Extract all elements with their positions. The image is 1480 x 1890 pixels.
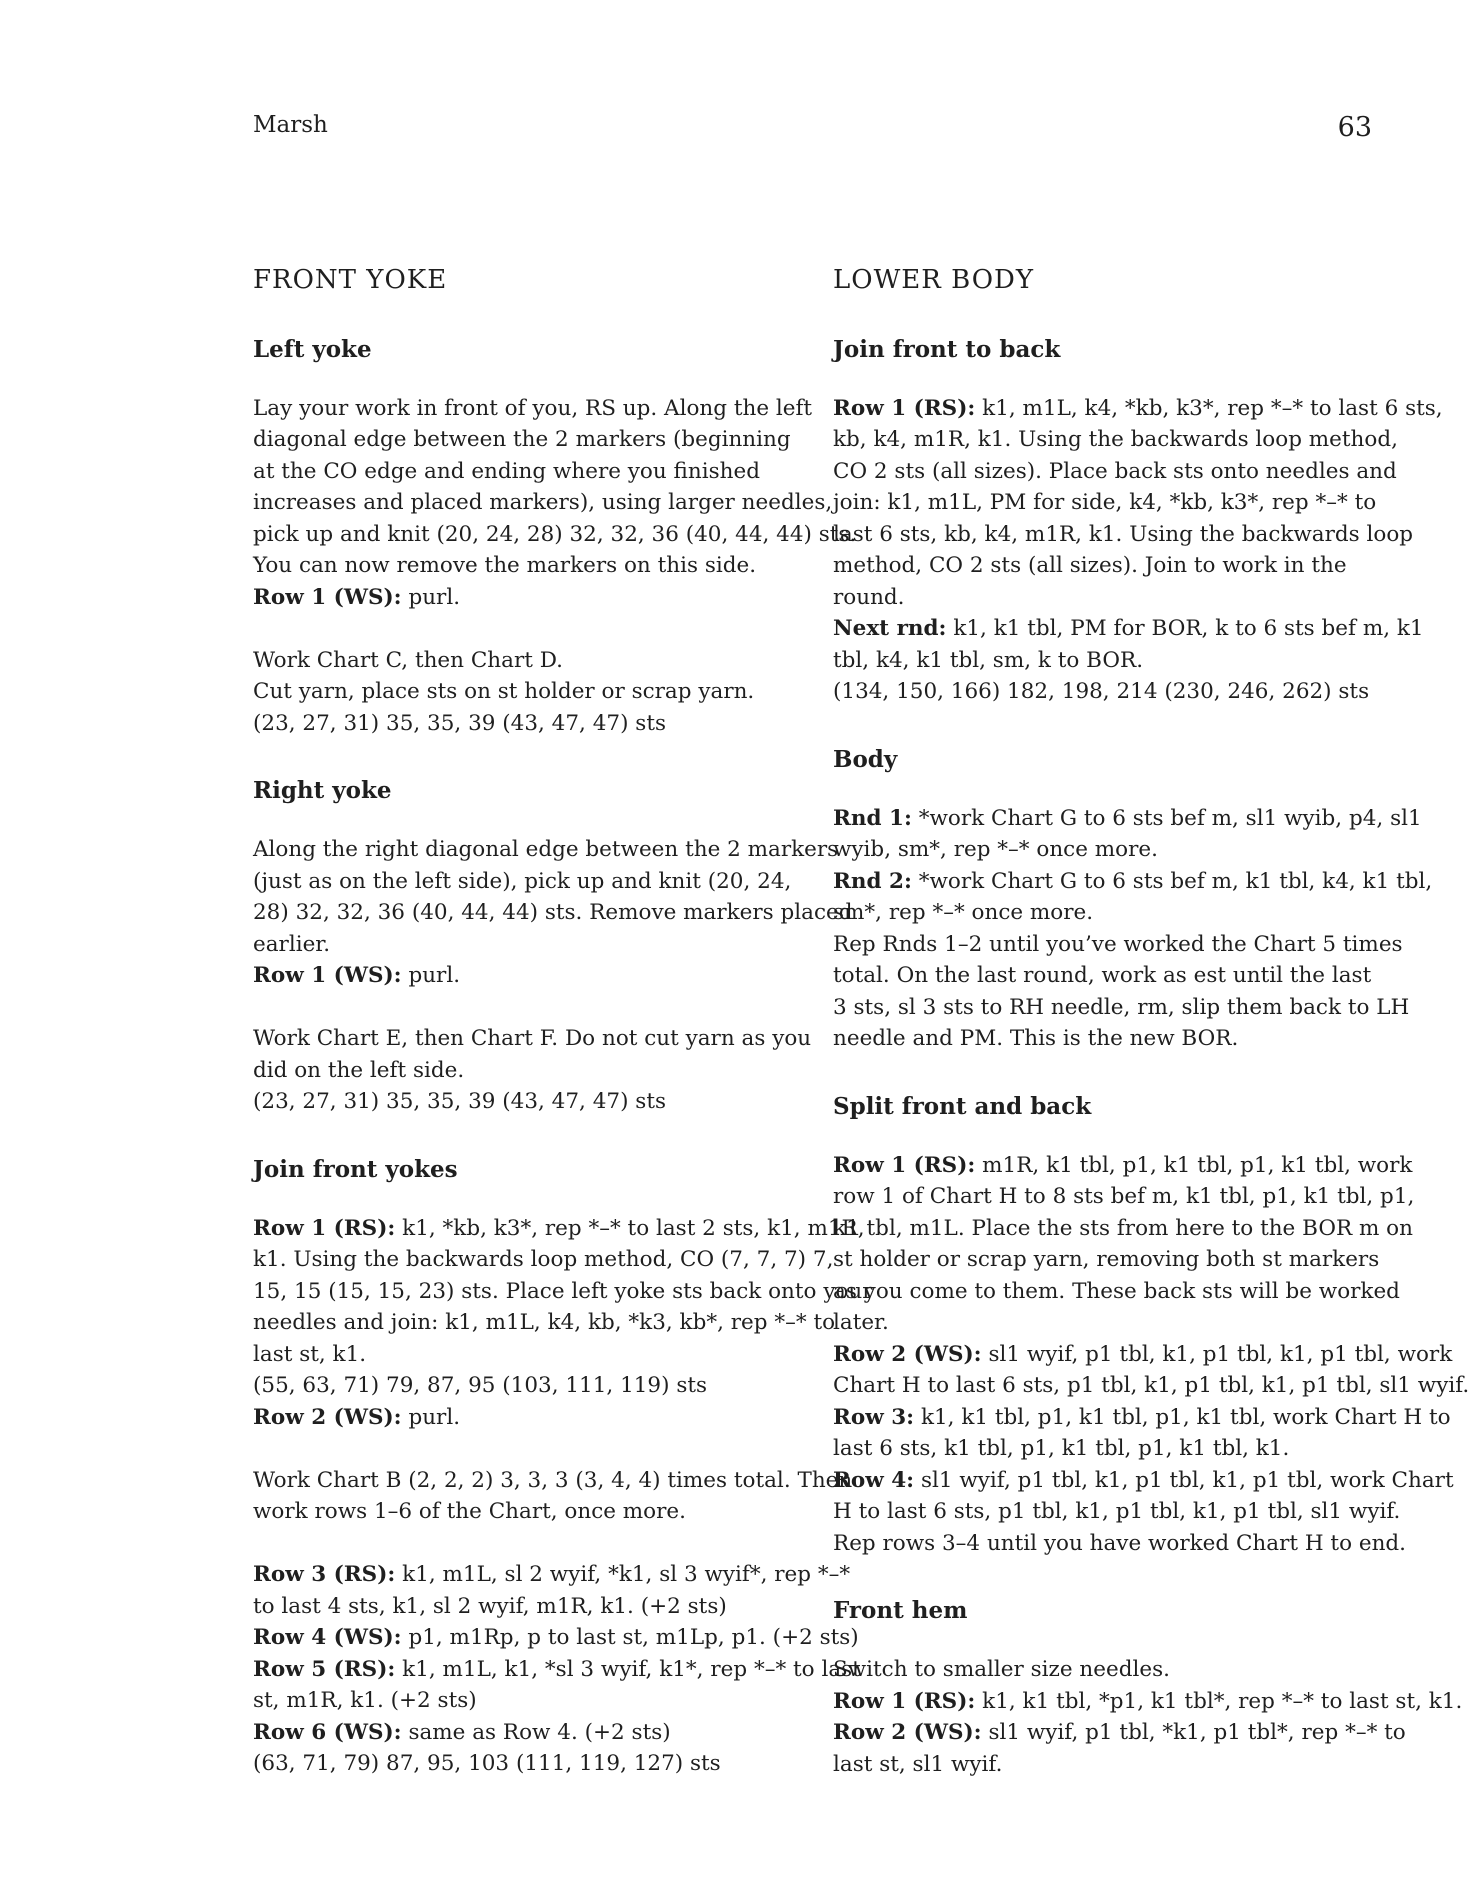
text-line — [833, 1276, 1400, 1308]
line-text: k1, k1 tbl, PM for BOR, k to 6 sts bef m, k1 — [946, 616, 1424, 642]
text-line — [833, 1339, 1453, 1371]
text-line — [253, 519, 857, 551]
text-line — [253, 487, 833, 519]
row-label: Row 1 (WS): — [253, 584, 402, 610]
instruction-paragraph — [253, 1559, 861, 1780]
section-title-front-yoke: FRONT YOKE — [253, 265, 448, 295]
line-text: k1, k1 tbl, *p1, k1 tbl*, rep *–* to last st, k1. — [975, 1688, 1463, 1714]
line-text: sl1 wyif, p1 tbl, k1, p1 tbl, k1, p1 tbl, work — [981, 1341, 1453, 1367]
subsection-heading: Body — [833, 745, 898, 773]
line-text: 28) 32, 32, 36 (40, 44, 44) sts. Remove markers placed — [253, 900, 853, 926]
text-line — [833, 393, 1443, 425]
text-line — [253, 645, 798, 677]
instruction-paragraph — [833, 1150, 1470, 1560]
text-line — [833, 1181, 1415, 1213]
subsection-heading: Join front yokes — [253, 1155, 458, 1183]
line-text: total. On the last round, work as est until the last — [833, 963, 1372, 989]
text-line — [253, 897, 853, 929]
subsection — [833, 334, 1443, 708]
text-line — [253, 1654, 861, 1686]
instruction-paragraph — [833, 393, 1443, 708]
row-label: Row 2 (WS): — [833, 1341, 982, 1367]
instruction-paragraph — [253, 1023, 812, 1118]
text-line — [253, 1402, 798, 1434]
line-text: Work Chart B (2, 2, 2) 3, 3, 3 (3, 4, 4) times total. Then — [253, 1467, 853, 1493]
text-line — [833, 1496, 1401, 1528]
text-line — [253, 1086, 798, 1118]
line-text: purl. — [401, 1404, 461, 1430]
text-line — [833, 613, 1424, 645]
line-text: 15, 15 (15, 15, 23) sts. Place left yoke sts back onto your — [253, 1278, 873, 1304]
page-number: 63 — [1337, 112, 1372, 143]
text-line — [833, 1465, 1454, 1497]
text-line — [253, 1591, 798, 1623]
text-line — [253, 1622, 859, 1654]
text-line — [253, 1748, 798, 1780]
instruction-paragraph — [833, 803, 1433, 1055]
subsection-heading: Front hem — [833, 1597, 968, 1625]
line-text: (55, 63, 71) 79, 87, 95 (103, 111, 119) sts — [253, 1373, 708, 1399]
text-line — [253, 1370, 798, 1402]
line-text: Work Chart E, then Chart F. Do not cut yarn as you — [253, 1026, 812, 1052]
text-line — [253, 929, 798, 961]
text-line — [253, 456, 798, 488]
line-text: st, m1R, k1. (+2 sts) — [253, 1688, 477, 1714]
right-sections — [833, 334, 1470, 1781]
text-line — [833, 519, 1414, 551]
line-text: method, CO 2 sts (all sizes). Join to work in the — [833, 553, 1347, 579]
instruction-paragraph — [833, 1654, 1463, 1780]
line-text: k1, *kb, k3*, rep *–* to last 2 sts, k1, m1R, — [395, 1215, 865, 1241]
line-text: increases and placed markers), using larger needles, — [253, 490, 833, 516]
text-line — [833, 582, 1378, 614]
text-line — [833, 424, 1398, 456]
line-text: later. — [833, 1310, 889, 1336]
text-line — [253, 834, 839, 866]
subsection-heading: Right yoke — [253, 777, 392, 805]
line-text: Work Chart C, then Chart D. — [253, 647, 564, 673]
line-text: Chart H to last 6 sts, p1 tbl, k1, p1 tbl, k1, p1 tbl, sl1 wyif. — [833, 1373, 1470, 1399]
text-line — [833, 1244, 1378, 1276]
line-text: round. — [833, 584, 905, 610]
text-line — [833, 1150, 1413, 1182]
line-text: (23, 27, 31) 35, 35, 39 (43, 47, 47) sts — [253, 710, 666, 736]
text-line — [833, 1402, 1451, 1434]
row-label: Row 2 (WS): — [253, 1404, 402, 1430]
row-label: Row 6 (WS): — [253, 1719, 402, 1745]
line-text: st holder or scrap yarn, removing both st markers — [833, 1247, 1380, 1273]
text-line — [253, 393, 813, 425]
line-text: You can now remove the markers on this side. — [253, 553, 757, 579]
row-label: Rnd 2: — [833, 868, 912, 894]
subsection-heading: Split front and back — [833, 1092, 1092, 1120]
text-line — [833, 960, 1378, 992]
subsection — [253, 775, 853, 1118]
text-line — [253, 1023, 812, 1055]
line-text: tbl, k4, k1 tbl, sm, k to BOR. — [833, 647, 1144, 673]
text-line — [833, 1433, 1378, 1465]
text-line — [833, 645, 1378, 677]
line-text: m1R, k1 tbl, p1, k1 tbl, p1, k1 tbl, work — [975, 1152, 1413, 1178]
line-text: kb, k4, m1R, k1. Using the backwards loop method, — [833, 427, 1398, 453]
line-text: Lay your work in front of you, RS up. Along the left — [253, 395, 813, 421]
text-line — [253, 1465, 853, 1497]
row-label: Row 1 (WS): — [253, 963, 402, 989]
row-label: Row 1 (RS): — [833, 395, 976, 421]
text-line — [833, 1023, 1378, 1055]
line-text: wyib, sm*, rep *–* once more. — [833, 837, 1158, 863]
instruction-paragraph — [253, 645, 798, 740]
row-label: Next rnd: — [833, 616, 947, 642]
line-text: earlier. — [253, 931, 331, 957]
text-line — [833, 1717, 1406, 1749]
line-text: Switch to smaller size needles. — [833, 1657, 1170, 1683]
line-text: k1. Using the backwards loop method, CO (7, 7, 7) 7, — [253, 1247, 834, 1273]
subsection — [833, 1595, 1463, 1780]
text-line — [833, 992, 1410, 1024]
line-text: k1, m1L, k4, *kb, k3*, rep *–* to last 6 sts, — [975, 395, 1443, 421]
row-label: Row 1 (RS): — [833, 1152, 976, 1178]
line-text: as you come to them. These back sts will be worked — [833, 1278, 1400, 1304]
subsection — [833, 744, 1433, 1055]
line-text: (23, 27, 31) 35, 35, 39 (43, 47, 47) sts — [253, 1089, 666, 1115]
line-text: did on the left side. — [253, 1057, 465, 1083]
line-text: Rep Rnds 1–2 until you’ve worked the Chart 5 times — [833, 931, 1403, 957]
text-line — [253, 1685, 798, 1717]
text-line — [833, 1213, 1413, 1245]
row-label: Row 1 (RS): — [833, 1688, 976, 1714]
line-text: needle and PM. This is the new BOR. — [833, 1026, 1239, 1052]
subsection-heading: Join front to back — [833, 335, 1061, 363]
right-column — [833, 264, 1470, 1816]
text-line — [253, 708, 798, 740]
line-text: pick up and knit (20, 24, 28) 32, 32, 36 (40, 44, 44) sts. — [253, 521, 857, 547]
text-line — [833, 929, 1403, 961]
running-head: Marsh — [253, 112, 328, 138]
text-line — [833, 456, 1397, 488]
text-line — [833, 550, 1378, 582]
row-label: Rnd 1: — [833, 805, 912, 831]
line-text: k1, m1L, sl 2 wyif, *k1, sl 3 wyif*, rep *–* — [395, 1562, 851, 1588]
text-line — [253, 424, 798, 456]
instruction-paragraph — [253, 834, 853, 992]
line-text: *work Chart G to 6 sts bef m, sl1 wyib, p4, sl1 — [911, 805, 1422, 831]
line-text: last st, k1. — [253, 1341, 367, 1367]
instruction-paragraph — [253, 1465, 853, 1528]
text-line — [833, 834, 1378, 866]
text-line — [253, 1496, 798, 1528]
row-label: Row 1 (RS): — [253, 1215, 396, 1241]
line-text: sl1 wyif, p1 tbl, k1, p1 tbl, k1, p1 tbl, work Chart — [914, 1467, 1454, 1493]
text-line — [253, 866, 798, 898]
line-text: CO 2 sts (all sizes). Place back sts onto needles and — [833, 458, 1397, 484]
text-line — [253, 1717, 798, 1749]
subsection — [833, 1091, 1470, 1560]
text-line — [833, 487, 1378, 519]
row-label: Row 4: — [833, 1467, 915, 1493]
text-line — [253, 1213, 865, 1245]
text-line — [833, 1749, 1378, 1781]
text-line — [833, 1528, 1407, 1560]
text-line — [833, 1307, 1378, 1339]
text-line — [253, 676, 798, 708]
line-text: k1, k1 tbl, p1, k1 tbl, p1, k1 tbl, work Chart H to — [914, 1404, 1451, 1430]
subsection — [253, 334, 857, 740]
text-line — [253, 960, 798, 992]
text-line — [833, 897, 1378, 929]
line-text: (134, 150, 166) 182, 198, 214 (230, 246, 262) sts — [833, 679, 1370, 705]
text-line — [253, 1307, 836, 1339]
text-line — [253, 1276, 873, 1308]
text-line — [833, 1370, 1470, 1402]
text-line — [253, 550, 798, 582]
line-text: (63, 71, 79) 87, 95, 103 (111, 119, 127) sts — [253, 1751, 721, 1777]
line-text: row 1 of Chart H to 8 sts bef m, k1 tbl, p1, k1 tbl, p1, — [833, 1184, 1415, 1210]
text-line — [833, 866, 1433, 898]
line-text: at the CO edge and ending where you finished — [253, 458, 760, 484]
line-text: last 6 sts, kb, k4, m1R, k1. Using the backwards loop — [833, 521, 1414, 547]
text-line — [253, 1339, 798, 1371]
line-text: *work Chart G to 6 sts bef m, k1 tbl, k4, k1 tbl, — [911, 868, 1433, 894]
text-line — [253, 1055, 798, 1087]
text-line — [253, 1244, 834, 1276]
line-text: H to last 6 sts, p1 tbl, k1, p1 tbl, k1, p1 tbl, sl1 wyif. — [833, 1499, 1401, 1525]
line-text: Along the right diagonal edge between the 2 markers — [253, 837, 839, 863]
line-text: work rows 1–6 of the Chart, once more. — [253, 1499, 686, 1525]
line-text: purl. — [401, 963, 461, 989]
instruction-paragraph — [253, 393, 857, 614]
row-label: Row 4 (WS): — [253, 1625, 402, 1651]
line-text: Cut yarn, place sts on st holder or scrap yarn. — [253, 679, 755, 705]
line-text: needles and join: k1, m1L, k4, kb, *k3, kb*, rep *–* to — [253, 1310, 836, 1336]
row-label: Row 3 (RS): — [253, 1562, 396, 1588]
line-text: k1, m1L, k1, *sl 3 wyif, k1*, rep *–* to last — [395, 1656, 861, 1682]
section-title-lower-body: LOWER BODY — [833, 265, 1035, 295]
line-text: sm*, rep *–* once more. — [833, 900, 1094, 926]
line-text: last st, sl1 wyif. — [833, 1751, 1003, 1777]
text-line — [833, 1686, 1463, 1718]
line-text: sl1 wyif, p1 tbl, *k1, p1 tbl*, rep *–* to — [981, 1720, 1406, 1746]
text-line — [253, 1559, 851, 1591]
row-label: Row 5 (RS): — [253, 1656, 396, 1682]
subsection-heading: Left yoke — [253, 335, 372, 363]
line-text: to last 4 sts, k1, sl 2 wyif, m1R, k1. (+2 sts) — [253, 1593, 727, 1619]
line-text: same as Row 4. (+2 sts) — [401, 1719, 671, 1745]
row-label: Row 3: — [833, 1404, 915, 1430]
line-text: p1, m1Rp, p to last st, m1Lp, p1. (+2 sts) — [401, 1625, 859, 1651]
text-line — [253, 582, 798, 614]
line-text: 3 sts, sl 3 sts to RH needle, rm, slip them back to LH — [833, 994, 1410, 1020]
line-text: last 6 sts, k1 tbl, p1, k1 tbl, p1, k1 tbl, k1. — [833, 1436, 1290, 1462]
text-line — [833, 803, 1422, 835]
line-text: purl. — [401, 584, 461, 610]
text-line — [833, 676, 1378, 708]
line-text: diagonal edge between the 2 markers (beginning — [253, 427, 791, 453]
line-text: Rep rows 3–4 until you have worked Chart H to end. — [833, 1530, 1407, 1556]
line-text: (just as on the left side), pick up and knit (20, 24, — [253, 868, 792, 894]
line-text: k1 tbl, m1L. Place the sts from here to the BOR m on — [833, 1215, 1413, 1241]
row-label: Row 2 (WS): — [833, 1720, 982, 1746]
text-line — [833, 1654, 1378, 1686]
line-text: join: k1, m1L, PM for side, k4, *kb, k3*, rep *–* to — [833, 490, 1377, 516]
